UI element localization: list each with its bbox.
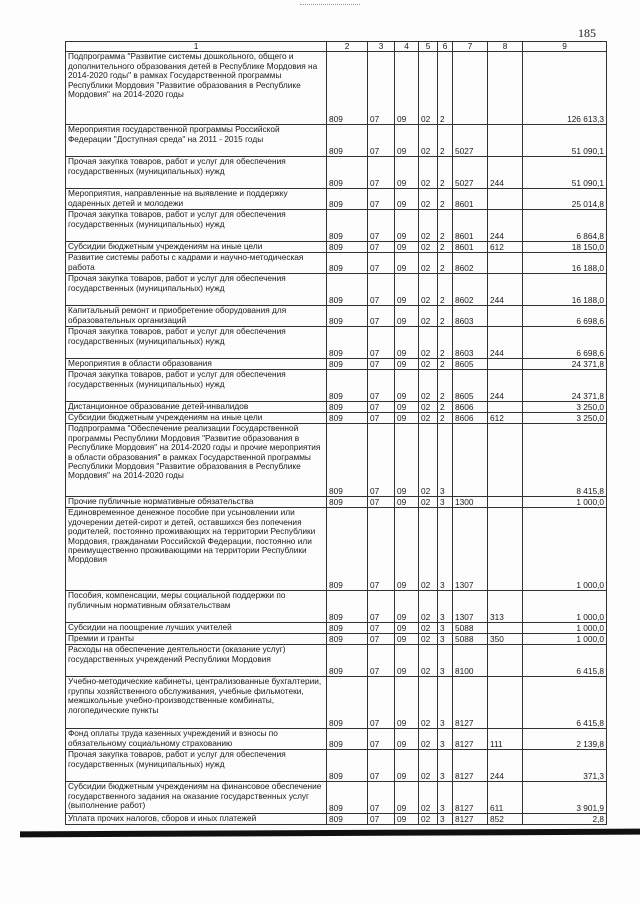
row-program-cell: 02 (419, 210, 438, 242)
row-name-cell: Прочая закупка товаров, работ и услуг для обеспечения государственных (муниципальных) нужд (66, 157, 327, 189)
row-grbs-cell: 809 (327, 424, 368, 497)
row-program-cell: 02 (419, 750, 438, 782)
row-name-cell: Подпрограмма "Обеспечение реализации Государственной программы Республики Мордовия "Развитие образования в Республике Мордовия" на 2014-2020 годы и прочие мероприятия в области образования" в рамках Государственной программы Республики Мордовия "Развитие образования в Республике Мордовия" на 2014-2020 годы (66, 424, 327, 497)
row-section-cell: 07 (368, 413, 395, 424)
row-grbs-cell: 809 (327, 274, 368, 306)
column-header: 3 (368, 42, 395, 52)
page-number: 185 (578, 26, 596, 40)
row-subsection-cell: 09 (395, 359, 419, 370)
row-expense-type-cell: 313 (488, 591, 523, 623)
row-sum-cell: 24 371,8 (523, 359, 607, 370)
column-header: 9 (523, 42, 607, 52)
row-subsection-cell: 09 (395, 623, 419, 634)
row-grbs-cell: 809 (327, 729, 368, 750)
row-expense-type-cell (488, 359, 523, 370)
row-sum-cell: 3 250,0 (523, 402, 607, 413)
row-expense-type-cell: 852 (488, 814, 523, 825)
row-program-cell: 02 (419, 402, 438, 413)
row-sum-cell: 6 415,8 (523, 677, 607, 729)
row-sum-cell: 24 371,8 (523, 370, 607, 402)
table-row (66, 52, 607, 125)
row-section-cell: 07 (368, 52, 395, 125)
row-item-cell: 5088 (453, 634, 488, 645)
row-expense-type-cell: 244 (488, 210, 523, 242)
row-grbs-cell: 809 (327, 402, 368, 413)
row-subprogram-cell: 3 (438, 424, 453, 497)
table-row (66, 508, 607, 591)
row-sum-cell: 1 000,0 (523, 591, 607, 623)
row-subsection-cell: 09 (395, 645, 419, 677)
row-item-cell: 8605 (453, 370, 488, 402)
table-row (66, 274, 607, 306)
row-subprogram-cell: 2 (438, 413, 453, 424)
row-expense-type-cell (488, 677, 523, 729)
row-item-cell: 8603 (453, 327, 488, 359)
table-row (66, 242, 607, 253)
table-row (66, 125, 607, 157)
row-item-cell: 8602 (453, 274, 488, 306)
row-program-cell: 02 (419, 814, 438, 825)
row-program-cell: 02 (419, 274, 438, 306)
row-expense-type-cell: 244 (488, 750, 523, 782)
table-row (66, 677, 607, 729)
row-expense-type-cell (488, 125, 523, 157)
column-header: 6 (438, 42, 453, 52)
row-subprogram-cell: 3 (438, 645, 453, 677)
table-row (66, 645, 607, 677)
row-grbs-cell: 809 (327, 157, 368, 189)
row-subsection-cell: 09 (395, 729, 419, 750)
row-item-cell: 8127 (453, 782, 488, 814)
row-subprogram-cell: 2 (438, 242, 453, 253)
row-section-cell: 07 (368, 677, 395, 729)
row-expense-type-cell: 111 (488, 729, 523, 750)
row-program-cell: 02 (419, 413, 438, 424)
row-sum-cell: 1 000,0 (523, 497, 607, 508)
row-sum-cell: 3 250,0 (523, 413, 607, 424)
row-sum-cell: 6 698,6 (523, 327, 607, 359)
row-subsection-cell: 09 (395, 327, 419, 359)
row-sum-cell: 2 139,8 (523, 729, 607, 750)
row-name-cell: Субсидии бюджетным учреждениям на иные цели (66, 242, 327, 253)
table-row (66, 253, 607, 274)
row-expense-type-cell (488, 402, 523, 413)
column-header: 5 (419, 42, 438, 52)
row-subprogram-cell: 3 (438, 623, 453, 634)
row-name-cell: Капитальный ремонт и приобретение оборудования для образовательных организаций (66, 306, 327, 327)
row-item-cell: 8100 (453, 645, 488, 677)
scan-mark (300, 4, 360, 6)
row-subprogram-cell: 2 (438, 327, 453, 359)
table-row (66, 210, 607, 242)
row-subprogram-cell: 3 (438, 591, 453, 623)
row-program-cell: 02 (419, 306, 438, 327)
row-expense-type-cell: 611 (488, 782, 523, 814)
row-grbs-cell: 809 (327, 413, 368, 424)
row-item-cell: 8127 (453, 750, 488, 782)
row-name-cell: Пособия, компенсации, меры социальной поддержки по публичным нормативным обязательствам (66, 591, 327, 623)
row-sum-cell: 2,8 (523, 814, 607, 825)
row-section-cell: 07 (368, 189, 395, 210)
row-subsection-cell: 09 (395, 497, 419, 508)
row-name-cell: Мероприятия в области образования (66, 359, 327, 370)
row-item-cell: 8605 (453, 359, 488, 370)
row-section-cell: 07 (368, 814, 395, 825)
table-row (66, 402, 607, 413)
row-name-cell: Единовременное денежное пособие при усыновлении или удочерении детей-сирот и детей, оставшихся без попечения родителей, постоянно проживающих на территории Республики Мордовия, гражданами Российской Федерации, постоянно или преимущественно проживающими на территории Республики Мордовия (66, 508, 327, 591)
row-subsection-cell: 09 (395, 210, 419, 242)
row-program-cell: 02 (419, 424, 438, 497)
row-section-cell: 07 (368, 210, 395, 242)
row-section-cell: 07 (368, 125, 395, 157)
row-name-cell: Дистанционное образование детей-инвалидов (66, 402, 327, 413)
row-section-cell: 07 (368, 634, 395, 645)
row-item-cell: 8127 (453, 729, 488, 750)
row-grbs-cell: 809 (327, 210, 368, 242)
row-program-cell: 02 (419, 591, 438, 623)
row-grbs-cell: 809 (327, 370, 368, 402)
row-expense-type-cell: 244 (488, 274, 523, 306)
row-program-cell: 02 (419, 370, 438, 402)
row-item-cell: 5088 (453, 623, 488, 634)
row-program-cell: 02 (419, 634, 438, 645)
row-subsection-cell: 09 (395, 253, 419, 274)
row-sum-cell: 6 415,8 (523, 645, 607, 677)
table-row (66, 623, 607, 634)
row-subsection-cell: 09 (395, 306, 419, 327)
row-subsection-cell: 09 (395, 413, 419, 424)
row-subprogram-cell: 2 (438, 52, 453, 125)
row-subprogram-cell: 2 (438, 157, 453, 189)
row-expense-type-cell (488, 52, 523, 125)
row-item-cell: 8601 (453, 242, 488, 253)
row-section-cell: 07 (368, 359, 395, 370)
row-subprogram-cell: 2 (438, 210, 453, 242)
table-row (66, 814, 607, 825)
row-sum-cell: 18 150,0 (523, 242, 607, 253)
row-sum-cell: 51 090,1 (523, 157, 607, 189)
row-expense-type-cell (488, 306, 523, 327)
row-subsection-cell: 09 (395, 591, 419, 623)
row-program-cell: 02 (419, 623, 438, 634)
row-program-cell: 02 (419, 359, 438, 370)
row-subprogram-cell: 3 (438, 508, 453, 591)
row-sum-cell: 51 090,1 (523, 125, 607, 157)
row-subprogram-cell: 2 (438, 274, 453, 306)
row-item-cell: 8606 (453, 413, 488, 424)
row-sum-cell: 126 613,3 (523, 52, 607, 125)
row-name-cell: Премии и гранты (66, 634, 327, 645)
row-section-cell: 07 (368, 497, 395, 508)
row-grbs-cell: 809 (327, 782, 368, 814)
row-section-cell: 07 (368, 370, 395, 402)
row-program-cell: 02 (419, 157, 438, 189)
row-section-cell: 07 (368, 274, 395, 306)
row-program-cell: 02 (419, 327, 438, 359)
row-section-cell: 07 (368, 591, 395, 623)
row-subprogram-cell: 2 (438, 402, 453, 413)
row-subsection-cell: 09 (395, 634, 419, 645)
row-section-cell: 07 (368, 508, 395, 591)
row-name-cell: Субсидии на поощрение лучших учителей (66, 623, 327, 634)
row-subprogram-cell: 2 (438, 253, 453, 274)
row-item-cell: 1300 (453, 497, 488, 508)
row-program-cell: 02 (419, 242, 438, 253)
row-grbs-cell: 809 (327, 814, 368, 825)
row-subsection-cell: 09 (395, 274, 419, 306)
row-subprogram-cell: 2 (438, 189, 453, 210)
row-subprogram-cell: 3 (438, 782, 453, 814)
row-subsection-cell: 09 (395, 189, 419, 210)
table-row (66, 413, 607, 424)
table-row (66, 189, 607, 210)
row-name-cell: Субсидии бюджетным учреждениям на финансовое обеспечение государственного задания на оказание государственных услуг (выполнение работ) (66, 782, 327, 814)
row-subsection-cell: 09 (395, 508, 419, 591)
row-subprogram-cell: 3 (438, 750, 453, 782)
row-expense-type-cell (488, 424, 523, 497)
row-subsection-cell: 09 (395, 814, 419, 825)
row-sum-cell: 1 000,0 (523, 508, 607, 591)
row-program-cell: 02 (419, 782, 438, 814)
column-header: 1 (66, 42, 327, 52)
row-grbs-cell: 809 (327, 359, 368, 370)
row-grbs-cell: 809 (327, 497, 368, 508)
row-grbs-cell: 809 (327, 125, 368, 157)
row-program-cell: 02 (419, 677, 438, 729)
row-sum-cell: 3 901,9 (523, 782, 607, 814)
row-sum-cell: 371,3 (523, 750, 607, 782)
row-item-cell: 8601 (453, 210, 488, 242)
row-name-cell: Прочая закупка товаров, работ и услуг для обеспечения государственных (муниципальных) нужд (66, 327, 327, 359)
row-program-cell: 02 (419, 125, 438, 157)
table-row (66, 497, 607, 508)
row-subprogram-cell: 2 (438, 306, 453, 327)
row-item-cell: 8602 (453, 253, 488, 274)
row-subprogram-cell: 3 (438, 497, 453, 508)
row-section-cell: 07 (368, 402, 395, 413)
row-section-cell: 07 (368, 157, 395, 189)
row-program-cell: 02 (419, 189, 438, 210)
row-subsection-cell: 09 (395, 424, 419, 497)
row-subsection-cell: 09 (395, 370, 419, 402)
row-name-cell: Прочая закупка товаров, работ и услуг для обеспечения государственных (муниципальных) нужд (66, 750, 327, 782)
row-program-cell: 02 (419, 497, 438, 508)
table-row (66, 750, 607, 782)
row-section-cell: 07 (368, 645, 395, 677)
row-name-cell: Подпрограмма "Развитие системы дошкольного, общего и дополнительного образования детей в Республике Мордовия на 2014-2020 годы" в рамках Государственной программы Республики Мордовия "Развитие образования в Республике Мордовия" на 2014-2020 годы (66, 52, 327, 125)
row-name-cell: Мероприятия государственной программы Российской Федерации "Доступная среда" на 2011 - 2015 годы (66, 125, 327, 157)
row-name-cell: Прочие публичные нормативные обязательства (66, 497, 327, 508)
row-expense-type-cell (488, 508, 523, 591)
row-subsection-cell: 09 (395, 157, 419, 189)
row-grbs-cell: 809 (327, 52, 368, 125)
row-grbs-cell: 809 (327, 242, 368, 253)
table-row (66, 370, 607, 402)
table-row (66, 424, 607, 497)
table-row (66, 327, 607, 359)
row-program-cell: 02 (419, 729, 438, 750)
row-subsection-cell: 09 (395, 782, 419, 814)
row-item-cell: 1307 (453, 508, 488, 591)
table-header-row (66, 42, 607, 52)
row-grbs-cell: 809 (327, 750, 368, 782)
row-item-cell: 8127 (453, 677, 488, 729)
row-grbs-cell: 809 (327, 623, 368, 634)
row-grbs-cell: 809 (327, 645, 368, 677)
row-sum-cell: 16 188,0 (523, 253, 607, 274)
row-item-cell: 5027 (453, 125, 488, 157)
row-name-cell: Развитие системы работы с кадрами и научно-методическая работа (66, 253, 327, 274)
row-section-cell: 07 (368, 750, 395, 782)
row-sum-cell: 1 000,0 (523, 623, 607, 634)
row-section-cell: 07 (368, 424, 395, 497)
row-expense-type-cell: 612 (488, 413, 523, 424)
table-row (66, 591, 607, 623)
scan-edge-bar (20, 829, 640, 838)
row-name-cell: Расходы на обеспечение деятельности (оказание услуг) государственных учреждений Республики Мордовия (66, 645, 327, 677)
row-item-cell: 1307 (453, 591, 488, 623)
row-expense-type-cell: 244 (488, 370, 523, 402)
row-name-cell: Уплата прочих налогов, сборов и иных платежей (66, 814, 327, 825)
row-expense-type-cell (488, 253, 523, 274)
row-sum-cell: 1 000,0 (523, 634, 607, 645)
row-subsection-cell: 09 (395, 125, 419, 157)
row-grbs-cell: 809 (327, 591, 368, 623)
row-subprogram-cell: 2 (438, 370, 453, 402)
column-header: 2 (327, 42, 368, 52)
column-header: 8 (488, 42, 523, 52)
row-name-cell: Учебно-методические кабинеты, централизованные бухгалтерии, группы хозяйственного обслуживания, учебные фильмотеки, межшкольные учебно-производственные комбинаты, логопедические пункты (66, 677, 327, 729)
column-header: 4 (395, 42, 419, 52)
row-section-cell: 07 (368, 242, 395, 253)
row-item-cell: 8603 (453, 306, 488, 327)
row-grbs-cell: 809 (327, 677, 368, 729)
row-item-cell: 8601 (453, 189, 488, 210)
row-sum-cell: 25 014,8 (523, 189, 607, 210)
row-item-cell: 8127 (453, 814, 488, 825)
row-subprogram-cell: 3 (438, 729, 453, 750)
row-program-cell: 02 (419, 253, 438, 274)
budget-table (65, 41, 607, 825)
row-program-cell: 02 (419, 52, 438, 125)
row-subprogram-cell: 2 (438, 125, 453, 157)
row-subprogram-cell: 3 (438, 814, 453, 825)
row-expense-type-cell (488, 623, 523, 634)
row-expense-type-cell (488, 645, 523, 677)
row-name-cell: Прочая закупка товаров, работ и услуг для обеспечения государственных (муниципальных) нужд (66, 274, 327, 306)
row-expense-type-cell: 244 (488, 327, 523, 359)
row-section-cell: 07 (368, 782, 395, 814)
row-grbs-cell: 809 (327, 253, 368, 274)
row-program-cell: 02 (419, 508, 438, 591)
row-expense-type-cell (488, 497, 523, 508)
row-name-cell: Субсидии бюджетным учреждениям на иные цели (66, 413, 327, 424)
row-item-cell (453, 52, 488, 125)
table-row (66, 634, 607, 645)
row-section-cell: 07 (368, 623, 395, 634)
row-expense-type-cell: 612 (488, 242, 523, 253)
row-subprogram-cell: 3 (438, 634, 453, 645)
row-sum-cell: 16 188,0 (523, 274, 607, 306)
table-row (66, 359, 607, 370)
row-section-cell: 07 (368, 327, 395, 359)
row-name-cell: Прочая закупка товаров, работ и услуг для обеспечения государственных (муниципальных) нужд (66, 370, 327, 402)
row-sum-cell: 6 698,6 (523, 306, 607, 327)
row-grbs-cell: 809 (327, 508, 368, 591)
row-item-cell: 5027 (453, 157, 488, 189)
row-item-cell (453, 424, 488, 497)
row-name-cell: Мероприятия, направленные на выявление и поддержку одаренных детей и молодежи (66, 189, 327, 210)
row-sum-cell: 6 864,8 (523, 210, 607, 242)
row-name-cell: Фонд оплаты труда казенных учреждений и взносы по обязательному социальному страхованию (66, 729, 327, 750)
row-item-cell: 8606 (453, 402, 488, 413)
row-section-cell: 07 (368, 253, 395, 274)
row-subprogram-cell: 3 (438, 677, 453, 729)
row-expense-type-cell: 244 (488, 157, 523, 189)
row-expense-type-cell: 350 (488, 634, 523, 645)
column-header: 7 (453, 42, 488, 52)
row-grbs-cell: 809 (327, 634, 368, 645)
row-program-cell: 02 (419, 645, 438, 677)
row-name-cell: Прочая закупка товаров, работ и услуг для обеспечения государственных (муниципальных) нужд (66, 210, 327, 242)
row-section-cell: 07 (368, 306, 395, 327)
row-section-cell: 07 (368, 729, 395, 750)
row-subsection-cell: 09 (395, 52, 419, 125)
row-subsection-cell: 09 (395, 242, 419, 253)
table-row (66, 306, 607, 327)
row-grbs-cell: 809 (327, 306, 368, 327)
row-subsection-cell: 09 (395, 677, 419, 729)
table-row (66, 782, 607, 814)
row-sum-cell: 8 415,8 (523, 424, 607, 497)
table-row (66, 729, 607, 750)
row-expense-type-cell (488, 189, 523, 210)
row-grbs-cell: 809 (327, 189, 368, 210)
row-subprogram-cell: 2 (438, 359, 453, 370)
row-subsection-cell: 09 (395, 750, 419, 782)
row-grbs-cell: 809 (327, 327, 368, 359)
row-subsection-cell: 09 (395, 402, 419, 413)
table-row (66, 157, 607, 189)
